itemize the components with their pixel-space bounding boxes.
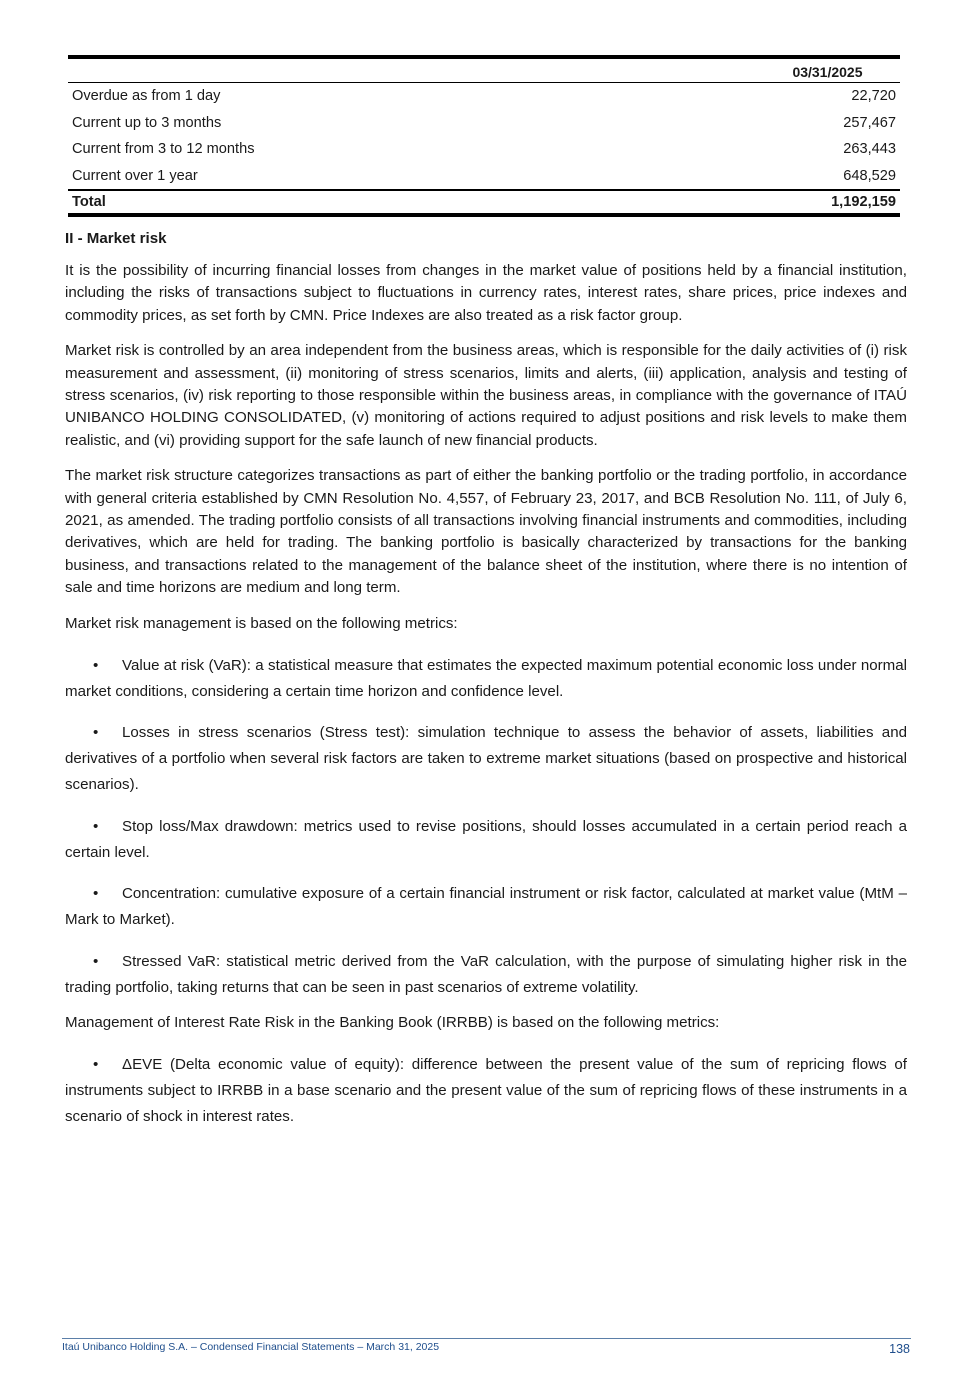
bullet-icon: • xyxy=(93,1056,99,1074)
total-value: 1,192,159 xyxy=(285,190,900,215)
list-item xyxy=(65,881,907,933)
row-label: Current over 1 year xyxy=(72,167,198,184)
table-header-blank xyxy=(68,57,285,83)
maturity-table xyxy=(68,55,900,217)
row-label: Current from 3 to 12 months xyxy=(72,141,255,158)
paragraph-control: Market risk is controlled by an area independent from the business areas, which is responsible for the daily activities of (i) risk measurement and assessment, (ii) monitoring of stress scenarios, limits and alerts, (iii) application, analysis and testing of stress scenarios, (iv) risk reporting to those responsible within the business areas, in compliance with the governance of ITAÚ UNIBANCO HOLDING CONSOLIDATED, (v) monitoring of actions required to adjust positions and risk levels to make them realistic, and (vi) providing support for the safe launch of new financial products. xyxy=(65,342,907,449)
total-label: Total xyxy=(68,190,285,215)
table-row xyxy=(68,136,900,163)
paragraph-definition: It is the possibility of incurring financial losses from changes in the market value of positions held by a financial institution, including the risks of transactions subject to fluctuations in currency rates, interest rates, share prices, price indexes and commodity prices, as set forth by CMN. Price Indexes are also treated as a risk factor group. xyxy=(65,262,907,324)
bullet-icon: • xyxy=(93,817,99,835)
section-heading: II - Market risk xyxy=(65,230,167,247)
paragraph-structure: The market risk structure categorizes transactions as part of either the banking portfolio or the trading portfolio, in accordance with general criteria established by CMN Resolution No. 4,557, of February 23, 2017, and BCB Resolution No. 111, of July 6, 2021, as amended. The trading portfolio consists of all transactions involving financial instruments and commodities, including derivatives, which are held for trading. The banking portfolio is basically characterized by transactions for the banking business, and transactions related to the management of the balance sheet of the institution, where there is no intention of sale and time horizons are medium and long term. xyxy=(65,467,907,596)
list-item xyxy=(65,949,907,1001)
row-value: 22,720 xyxy=(851,88,896,105)
row-label: Overdue as from 1 day xyxy=(72,88,221,105)
table-date-header: 03/31/2025 xyxy=(285,57,900,83)
bullet-text: ΔEVE (Delta economic value of equity): difference between the present value of the sum of repricing flows of instruments subject to IRRBB in a base scenario and the present value of the sum of repricing flows of these instruments in a scenario of shock in interest rates. xyxy=(65,1056,907,1126)
bullet-text: Stressed VaR: statistical metric derived from the VaR calculation, with the purpose of simulating higher risk in the trading portfolio, taking returns that can be seen in past scenarios of extreme volatility. xyxy=(65,952,907,996)
bullet-icon: • xyxy=(93,724,99,742)
footer-divider xyxy=(62,1338,911,1339)
table-total-row xyxy=(68,190,900,215)
list-item xyxy=(65,1052,907,1130)
bullet-icon: • xyxy=(93,656,99,674)
list-item xyxy=(65,720,907,798)
list-item xyxy=(65,814,907,866)
row-value: 648,529 xyxy=(843,167,896,184)
footer-text: Itaú Unibanco Holding S.A. – Condensed Financial Statements – March 31, 2025 xyxy=(62,1341,440,1353)
market-risk-section xyxy=(65,228,907,1146)
page-number: 138 xyxy=(889,1342,910,1356)
table-row xyxy=(68,83,900,110)
row-value: 263,443 xyxy=(843,141,896,158)
row-label: Current up to 3 months xyxy=(72,114,222,131)
bullet-text: Stop loss/Max drawdown: metrics used to revise positions, should losses accumulated in a certain period reach a certain level. xyxy=(65,817,907,861)
table-row xyxy=(68,110,900,137)
bullet-icon: • xyxy=(93,952,99,970)
metrics-intro: Market risk management is based on the following metrics: xyxy=(65,614,458,632)
bullet-text: Value at risk (VaR): a statistical measure that estimates the expected maximum potential economic loss under normal market conditions, considering a certain time horizon and confidence level. xyxy=(65,656,907,700)
bullet-text: Losses in stress scenarios (Stress test): simulation technique to assess the behavior of assets, liabilities and derivatives of a portfolio when several risk factors are taken to extreme market situations (based on prospective and historical scenarios). xyxy=(65,724,907,794)
irrbb-intro: Management of Interest Rate Risk in the Banking Book (IRRBB) is based on the following metrics: xyxy=(65,1013,720,1031)
bullet-text: Concentration: cumulative exposure of a certain financial instrument or risk factor, calculated at market value (MtM – Mark to Market). xyxy=(65,885,907,929)
row-value: 257,467 xyxy=(843,114,896,131)
list-item xyxy=(65,653,907,705)
bullet-icon: • xyxy=(93,885,99,903)
table-row xyxy=(68,163,900,191)
table-header-row xyxy=(68,57,900,83)
